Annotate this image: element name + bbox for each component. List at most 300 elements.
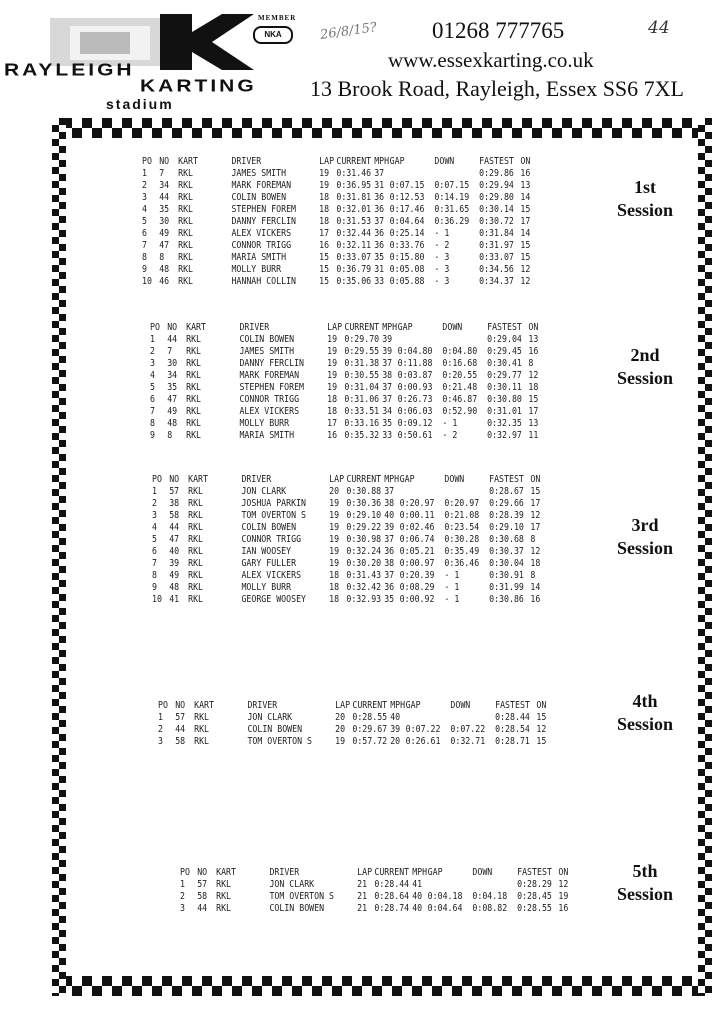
column-header-position: PO bbox=[158, 700, 168, 711]
cell-fastest-on-lap: 18 bbox=[530, 558, 541, 569]
cell-down: 0:20.97 bbox=[444, 498, 480, 509]
cell-kart-number: 7 bbox=[167, 346, 173, 357]
cell-mph: 33 bbox=[382, 430, 393, 441]
column-header-gap: GAP bbox=[427, 867, 443, 878]
cell-position: 8 bbox=[150, 418, 155, 429]
cell-laps: 16 bbox=[319, 240, 330, 251]
cell-fastest-lap: 0:28.44 bbox=[495, 712, 530, 723]
cell-fastest-on-lap: 15 bbox=[536, 712, 547, 723]
cell-laps: 20 bbox=[335, 724, 346, 735]
cell-kart-number: 30 bbox=[167, 358, 178, 369]
column-header-mph: MPH bbox=[412, 867, 428, 878]
nka-badge: NKA bbox=[253, 26, 293, 44]
cell-kart-type: RKL bbox=[188, 510, 204, 521]
cell-current-lap: 0:30.88 bbox=[346, 486, 382, 497]
cell-fastest-lap: 0:30.80 bbox=[487, 394, 522, 405]
cell-current-lap: 0:29.67 bbox=[352, 724, 388, 735]
result-row bbox=[152, 546, 548, 558]
cell-fastest-on-lap: 12 bbox=[528, 370, 539, 381]
result-row bbox=[150, 334, 546, 346]
column-header-row bbox=[152, 474, 548, 486]
session-title-ordinal: 2nd bbox=[630, 345, 660, 365]
cell-laps: 19 bbox=[327, 334, 338, 345]
cell-position: 10 bbox=[152, 594, 162, 605]
cell-position: 9 bbox=[150, 430, 155, 441]
column-header-down: DOWN bbox=[442, 322, 463, 333]
result-row bbox=[152, 534, 548, 546]
checkered-border-right bbox=[698, 118, 712, 996]
cell-gap: 0:02.46 bbox=[399, 522, 435, 533]
cell-laps: 19 bbox=[329, 546, 340, 557]
cell-position: 2 bbox=[142, 180, 147, 191]
session-3-title bbox=[590, 514, 700, 560]
cell-fastest-on-lap: 13 bbox=[528, 334, 539, 345]
column-header-driver: DRIVER bbox=[241, 474, 272, 485]
cell-position: 2 bbox=[150, 346, 155, 357]
column-header-current-lap: CURRENT bbox=[336, 156, 372, 167]
cell-kart-type: RKL bbox=[186, 394, 202, 405]
cell-fastest-on-lap: 15 bbox=[520, 204, 531, 215]
column-header-position: PO bbox=[142, 156, 152, 167]
cell-down: 0:14.19 bbox=[434, 192, 470, 203]
cell-driver: JON CLARK bbox=[247, 712, 293, 723]
cell-fastest-lap: 0:31.01 bbox=[487, 406, 522, 417]
column-header-current-lap: CURRENT bbox=[344, 322, 380, 333]
column-header-current-lap: CURRENT bbox=[346, 474, 382, 485]
cell-kart-type: RKL bbox=[178, 276, 194, 287]
cell-position: 3 bbox=[142, 192, 147, 203]
checkered-border-bottom bbox=[52, 976, 712, 996]
cell-current-lap: 0:28.74 bbox=[374, 903, 410, 914]
column-header-current-lap: CURRENT bbox=[374, 867, 410, 878]
cell-position: 1 bbox=[142, 168, 147, 179]
cell-fastest-lap: 0:29.80 bbox=[479, 192, 514, 203]
cell-current-lap: 0:31.06 bbox=[344, 394, 380, 405]
cell-laps: 21 bbox=[357, 879, 368, 890]
result-row bbox=[142, 168, 538, 180]
cell-kart-number: 40 bbox=[169, 546, 180, 557]
cell-fastest-on-lap: 13 bbox=[528, 418, 539, 429]
cell-kart-number: 30 bbox=[159, 216, 170, 227]
cell-gap: 0:00.92 bbox=[399, 594, 435, 605]
cell-kart-type: RKL bbox=[178, 240, 194, 251]
cell-kart-type: RKL bbox=[194, 724, 210, 735]
cell-current-lap: 0:29.10 bbox=[346, 510, 382, 521]
cell-down: - 1 bbox=[444, 594, 460, 605]
cell-current-lap: 0:32.11 bbox=[336, 240, 372, 251]
cell-fastest-on-lap: 13 bbox=[520, 180, 531, 191]
cell-laps: 15 bbox=[319, 264, 330, 275]
cell-position: 7 bbox=[152, 558, 157, 569]
cell-mph: 37 bbox=[384, 534, 395, 545]
cell-current-lap: 0:31.53 bbox=[336, 216, 372, 227]
cell-driver: TOM OVERTON S bbox=[241, 510, 307, 521]
cell-fastest-lap: 0:29.66 bbox=[489, 498, 524, 509]
cell-kart-number: 57 bbox=[197, 879, 208, 890]
result-row bbox=[152, 594, 548, 606]
cell-mph: 36 bbox=[384, 546, 395, 557]
result-row bbox=[150, 406, 546, 418]
cell-down: - 1 bbox=[444, 582, 460, 593]
cell-down: 0:35.49 bbox=[444, 546, 480, 557]
column-header-row bbox=[180, 867, 576, 879]
cell-current-lap: 0:35.06 bbox=[336, 276, 372, 287]
cell-kart-number: 8 bbox=[167, 430, 173, 441]
cell-laps: 19 bbox=[327, 370, 338, 381]
cell-mph: 34 bbox=[382, 406, 393, 417]
cell-kart-type: RKL bbox=[178, 168, 194, 179]
result-row bbox=[180, 891, 576, 903]
cell-kart-number: 7 bbox=[159, 168, 165, 179]
cell-driver: JAMES SMITH bbox=[231, 168, 287, 179]
cell-fastest-on-lap: 19 bbox=[558, 891, 569, 902]
column-header-laps: LAP bbox=[329, 474, 345, 485]
cell-kart-type: RKL bbox=[188, 522, 204, 533]
cell-gap: 0:25.14 bbox=[389, 228, 425, 239]
cell-position: 8 bbox=[152, 570, 157, 581]
cell-position: 3 bbox=[158, 736, 163, 747]
cell-kart-number: 48 bbox=[169, 582, 180, 593]
column-header-driver: DRIVER bbox=[247, 700, 278, 711]
cell-mph: 36 bbox=[374, 240, 385, 251]
cell-current-lap: 0:31.81 bbox=[336, 192, 372, 203]
cell-mph: 36 bbox=[374, 192, 385, 203]
column-header-down: DOWN bbox=[450, 700, 471, 711]
cell-position: 3 bbox=[180, 903, 185, 914]
cell-down: 0:07.22 bbox=[450, 724, 486, 735]
cell-down: - 1 bbox=[442, 418, 458, 429]
cell-fastest-lap: 0:33.07 bbox=[479, 252, 514, 263]
cell-laps: 19 bbox=[329, 534, 340, 545]
cell-down: 0:46.87 bbox=[442, 394, 478, 405]
handwritten-page-number: 44 bbox=[648, 18, 670, 38]
cell-mph: 39 bbox=[382, 334, 393, 345]
cell-laps: 21 bbox=[357, 903, 368, 914]
cell-driver: MARK FOREMAN bbox=[239, 370, 300, 381]
cell-driver: COLIN BOWEN bbox=[241, 522, 297, 533]
cell-driver: DANNY FERCLIN bbox=[239, 358, 305, 369]
session-title-word: Session bbox=[616, 884, 674, 904]
cell-driver: MOLLY BURR bbox=[239, 418, 290, 429]
cell-current-lap: 0:30.20 bbox=[346, 558, 382, 569]
cell-current-lap: 0:30.98 bbox=[346, 534, 382, 545]
column-header-position: PO bbox=[180, 867, 190, 878]
cell-laps: 19 bbox=[327, 382, 338, 393]
cell-gap: 0:00.93 bbox=[397, 382, 433, 393]
cell-kart-type: RKL bbox=[178, 192, 194, 203]
cell-fastest-lap: 0:30.11 bbox=[487, 382, 522, 393]
cell-gap: 0:17.46 bbox=[389, 204, 425, 215]
cell-fastest-on-lap: 8 bbox=[530, 570, 536, 581]
cell-fastest-on-lap: 17 bbox=[528, 406, 539, 417]
result-row bbox=[142, 252, 538, 264]
cell-current-lap: 0:35.32 bbox=[344, 430, 380, 441]
cell-fastest-lap: 0:30.37 bbox=[489, 546, 524, 557]
cell-gap: 0:05.08 bbox=[389, 264, 425, 275]
cell-kart-type: RKL bbox=[188, 594, 204, 605]
cell-position: 6 bbox=[150, 394, 155, 405]
cell-driver: STEPHEN FOREM bbox=[231, 204, 297, 215]
cell-driver: IAN WOOSEY bbox=[241, 546, 292, 557]
column-header-fastest-lap: FASTEST bbox=[517, 867, 552, 878]
cell-driver: TOM OVERTON S bbox=[247, 736, 313, 747]
session-title-ordinal: 1st bbox=[634, 177, 656, 197]
cell-kart-type: RKL bbox=[178, 180, 194, 191]
cell-current-lap: 0:32.44 bbox=[336, 228, 372, 239]
cell-down: - 3 bbox=[434, 276, 450, 287]
result-row bbox=[150, 346, 546, 358]
cell-down: 0:31.65 bbox=[434, 204, 470, 215]
session-4-title bbox=[590, 690, 700, 736]
cell-driver: MARIA SMITH bbox=[231, 252, 287, 263]
cell-driver: COLIN BOWEN bbox=[239, 334, 295, 345]
cell-fastest-on-lap: 15 bbox=[536, 736, 547, 747]
cell-driver: MOLLY BURR bbox=[231, 264, 282, 275]
cell-current-lap: 0:33.16 bbox=[344, 418, 380, 429]
cell-gap: 0:15.80 bbox=[389, 252, 425, 263]
cell-mph: 39 bbox=[390, 724, 401, 735]
cell-down: - 2 bbox=[442, 430, 458, 441]
cell-mph: 35 bbox=[384, 594, 395, 605]
column-header-kart-number: NO bbox=[197, 867, 208, 878]
cell-kart-type: RKL bbox=[186, 406, 202, 417]
column-header-kart-number: NO bbox=[169, 474, 180, 485]
cell-kart-number: 58 bbox=[197, 891, 208, 902]
cell-mph: 38 bbox=[382, 370, 393, 381]
column-header-row bbox=[142, 156, 538, 168]
column-header-row bbox=[150, 322, 546, 334]
cell-fastest-on-lap: 12 bbox=[530, 546, 541, 557]
cell-current-lap: 0:29.55 bbox=[344, 346, 380, 357]
cell-kart-type: RKL bbox=[178, 204, 194, 215]
column-header-gap: GAP bbox=[405, 700, 421, 711]
cell-driver: CONNOR TRIGG bbox=[231, 240, 292, 251]
cell-fastest-lap: 0:30.86 bbox=[489, 594, 524, 605]
cell-fastest-lap: 0:34.56 bbox=[479, 264, 514, 275]
column-header-kart-type: KART bbox=[186, 322, 206, 333]
cell-down: 0:52.90 bbox=[442, 406, 478, 417]
cell-fastest-lap: 0:30.41 bbox=[487, 358, 522, 369]
column-header-fastest-lap: FASTEST bbox=[479, 156, 514, 167]
cell-kart-type: RKL bbox=[178, 228, 194, 239]
cell-driver: COLIN BOWEN bbox=[247, 724, 303, 735]
column-header-fastest-on-lap: ON bbox=[558, 867, 569, 878]
handwritten-date: 26/8/15? bbox=[319, 20, 378, 43]
cell-kart-number: 35 bbox=[167, 382, 178, 393]
column-header-mph: MPH bbox=[390, 700, 406, 711]
cell-position: 1 bbox=[152, 486, 157, 497]
cell-down: - 3 bbox=[434, 264, 450, 275]
cell-fastest-on-lap: 16 bbox=[530, 594, 541, 605]
cell-mph: 40 bbox=[412, 891, 423, 902]
cell-laps: 18 bbox=[327, 406, 338, 417]
cell-current-lap: 0:31.38 bbox=[344, 358, 380, 369]
column-header-laps: LAP bbox=[335, 700, 351, 711]
cell-kart-type: RKL bbox=[186, 370, 202, 381]
cell-kart-type: RKL bbox=[186, 382, 202, 393]
cell-driver: MARIA SMITH bbox=[239, 430, 295, 441]
cell-mph: 40 bbox=[390, 712, 401, 723]
cell-laps: 19 bbox=[319, 180, 330, 191]
cell-laps: 15 bbox=[319, 252, 330, 263]
cell-down: 0:30.28 bbox=[444, 534, 480, 545]
cell-current-lap: 0:36.79 bbox=[336, 264, 372, 275]
cell-laps: 15 bbox=[319, 276, 330, 287]
session-3-results bbox=[152, 474, 548, 606]
cell-gap: 0:04.18 bbox=[427, 891, 463, 902]
cell-position: 3 bbox=[152, 510, 157, 521]
cell-fastest-on-lap: 8 bbox=[528, 358, 534, 369]
cell-driver: JON CLARK bbox=[269, 879, 315, 890]
cell-current-lap: 0:32.01 bbox=[336, 204, 372, 215]
cell-down: - 3 bbox=[434, 252, 450, 263]
column-header-fastest-lap: FASTEST bbox=[495, 700, 530, 711]
result-row bbox=[150, 418, 546, 430]
session-2-results bbox=[150, 322, 546, 442]
cell-driver: GEORGE WOOSEY bbox=[241, 594, 307, 605]
cell-kart-number: 57 bbox=[169, 486, 180, 497]
cell-current-lap: 0:31.43 bbox=[346, 570, 382, 581]
column-header-down: DOWN bbox=[434, 156, 455, 167]
cell-laps: 18 bbox=[329, 570, 340, 581]
cell-mph: 37 bbox=[384, 486, 395, 497]
cell-mph: 37 bbox=[382, 394, 393, 405]
cell-laps: 17 bbox=[327, 418, 338, 429]
brand-rayleigh: RAYLEIGH bbox=[4, 60, 135, 80]
cell-current-lap: 0:28.44 bbox=[374, 879, 410, 890]
cell-driver: JAMES SMITH bbox=[239, 346, 295, 357]
cell-current-lap: 0:32.24 bbox=[346, 546, 382, 557]
member-label: MEMBER bbox=[258, 14, 297, 22]
cell-kart-type: RKL bbox=[186, 430, 202, 441]
result-row bbox=[150, 370, 546, 382]
cell-kart-type: RKL bbox=[188, 570, 204, 581]
cell-current-lap: 0:33.07 bbox=[336, 252, 372, 263]
cell-current-lap: 0:36.95 bbox=[336, 180, 372, 191]
cell-gap: 0:26.73 bbox=[397, 394, 433, 405]
cell-mph: 36 bbox=[374, 228, 385, 239]
cell-mph: 37 bbox=[382, 358, 393, 369]
cell-mph: 37 bbox=[384, 570, 395, 581]
cell-position: 2 bbox=[180, 891, 185, 902]
cell-laps: 20 bbox=[335, 712, 346, 723]
cell-kart-type: RKL bbox=[216, 891, 232, 902]
cell-mph: 35 bbox=[382, 418, 393, 429]
cell-laps: 19 bbox=[327, 346, 338, 357]
cell-fastest-lap: 0:29.45 bbox=[487, 346, 522, 357]
cell-gap: 0:09.12 bbox=[397, 418, 433, 429]
column-header-laps: LAP bbox=[319, 156, 335, 167]
cell-kart-type: RKL bbox=[188, 582, 204, 593]
column-header-down: DOWN bbox=[472, 867, 493, 878]
cell-driver: DANNY FERCLIN bbox=[231, 216, 297, 227]
cell-kart-number: 48 bbox=[167, 418, 178, 429]
cell-laps: 19 bbox=[319, 168, 330, 179]
cell-current-lap: 0:30.36 bbox=[346, 498, 382, 509]
cell-fastest-on-lap: 8 bbox=[530, 534, 536, 545]
cell-down: 0:07.15 bbox=[434, 180, 470, 191]
cell-current-lap: 0:57.72 bbox=[352, 736, 388, 747]
result-row bbox=[158, 736, 554, 748]
result-row bbox=[142, 240, 538, 252]
cell-fastest-lap: 0:28.55 bbox=[517, 903, 552, 914]
result-row bbox=[150, 358, 546, 370]
cell-kart-number: 44 bbox=[197, 903, 208, 914]
cell-kart-number: 49 bbox=[159, 228, 170, 239]
cell-down: - 2 bbox=[434, 240, 450, 251]
cell-gap: 0:50.61 bbox=[397, 430, 433, 441]
cell-gap: 0:12.53 bbox=[389, 192, 425, 203]
column-header-gap: GAP bbox=[389, 156, 405, 167]
column-header-kart-type: KART bbox=[216, 867, 236, 878]
cell-fastest-lap: 0:29.77 bbox=[487, 370, 522, 381]
cell-kart-number: 48 bbox=[159, 264, 170, 275]
session-title-word: Session bbox=[616, 368, 674, 388]
website-url[interactable]: www.essexkarting.co.uk bbox=[388, 48, 594, 72]
cell-kart-number: 44 bbox=[169, 522, 180, 533]
cell-kart-type: RKL bbox=[178, 264, 194, 275]
cell-fastest-lap: 0:31.99 bbox=[489, 582, 524, 593]
cell-fastest-lap: 0:29.04 bbox=[487, 334, 522, 345]
cell-kart-number: 57 bbox=[175, 712, 186, 723]
cell-position: 7 bbox=[142, 240, 147, 251]
result-row bbox=[152, 558, 548, 570]
cell-kart-type: RKL bbox=[216, 903, 232, 914]
cell-position: 9 bbox=[142, 264, 147, 275]
cell-gap: 0:11.88 bbox=[397, 358, 433, 369]
cell-gap: 0:03.87 bbox=[397, 370, 433, 381]
cell-fastest-on-lap: 14 bbox=[520, 228, 531, 239]
cell-position: 1 bbox=[180, 879, 185, 890]
cell-gap: 0:05.88 bbox=[389, 276, 425, 287]
cell-fastest-on-lap: 18 bbox=[528, 382, 539, 393]
session-1-title bbox=[590, 176, 700, 222]
cell-gap: 0:00.97 bbox=[399, 558, 435, 569]
cell-mph: 38 bbox=[384, 558, 395, 569]
cell-fastest-on-lap: 11 bbox=[528, 430, 539, 441]
column-header-fastest-lap: FASTEST bbox=[489, 474, 524, 485]
cell-kart-number: 49 bbox=[167, 406, 178, 417]
cell-position: 9 bbox=[152, 582, 157, 593]
cell-position: 10 bbox=[142, 276, 152, 287]
cell-kart-type: RKL bbox=[178, 216, 194, 227]
cell-down: 0:23.54 bbox=[444, 522, 480, 533]
cell-fastest-lap: 0:30.04 bbox=[489, 558, 524, 569]
cell-laps: 21 bbox=[357, 891, 368, 902]
cell-down: 0:36.46 bbox=[444, 558, 480, 569]
cell-fastest-on-lap: 12 bbox=[536, 724, 547, 735]
cell-mph: 20 bbox=[390, 736, 401, 747]
cell-driver: JON CLARK bbox=[241, 486, 287, 497]
cell-fastest-lap: 0:30.14 bbox=[479, 204, 514, 215]
cell-kart-number: 46 bbox=[159, 276, 170, 287]
cell-down: 0:36.29 bbox=[434, 216, 470, 227]
cell-mph: 35 bbox=[374, 252, 385, 263]
session-5-title bbox=[590, 860, 700, 906]
postal-address: 13 Brook Road, Rayleigh, Essex SS6 7XL bbox=[310, 76, 684, 101]
cell-kart-type: RKL bbox=[188, 486, 204, 497]
result-row bbox=[142, 228, 538, 240]
column-header-driver: DRIVER bbox=[239, 322, 270, 333]
cell-down: 0:04.80 bbox=[442, 346, 478, 357]
column-header-fastest-lap: FASTEST bbox=[487, 322, 522, 333]
cell-mph: 39 bbox=[382, 346, 393, 357]
cell-kart-number: 47 bbox=[167, 394, 178, 405]
cell-laps: 19 bbox=[335, 736, 346, 747]
cell-driver: HANNAH COLLIN bbox=[231, 276, 297, 287]
cell-fastest-lap: 0:28.67 bbox=[489, 486, 524, 497]
column-header-laps: LAP bbox=[357, 867, 373, 878]
